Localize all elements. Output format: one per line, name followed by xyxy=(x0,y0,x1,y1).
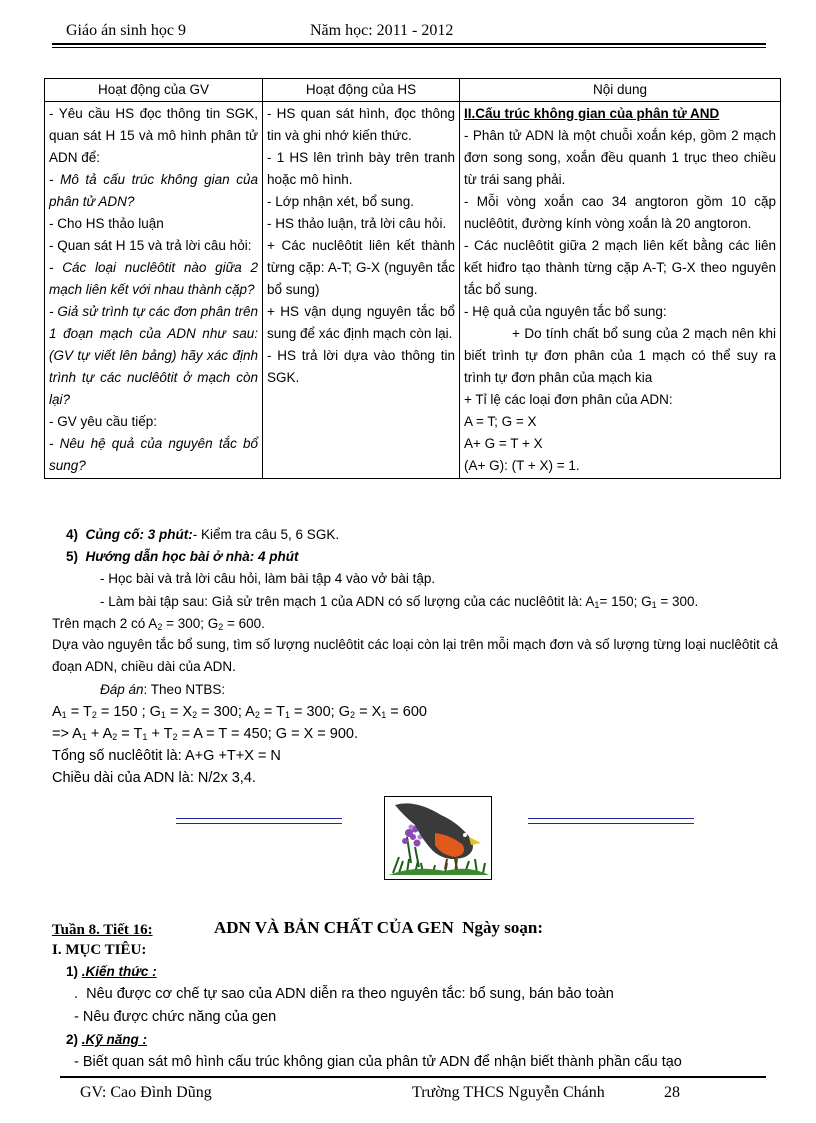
student-activity-item: - Lớp nhận xét, bổ sung. xyxy=(267,194,414,209)
page-footer xyxy=(60,1076,766,1101)
student-activity-cell xyxy=(263,102,460,479)
answer-equation-3: Tổng số nuclêôtit là: A+G +T+X = N xyxy=(52,748,281,764)
content-item: (A+ G): (T + X) = 1. xyxy=(464,458,580,473)
divider-left xyxy=(176,818,342,824)
teacher-activity-item: - Cho HS thảo luận xyxy=(49,216,164,231)
content-item: - Các nuclêôtit giữa 2 mạch liên kết bằng các liên kết hiđro tạo thành từng cặp A-T; G-X theo nguyên tắc bổ sung. xyxy=(464,238,776,297)
col-header-content: Nội dung xyxy=(460,79,781,102)
teacher-activity-item: - GV yêu cầu tiếp: xyxy=(49,414,158,429)
content-item: + Tỉ lệ các loại đơn phân của ADN: xyxy=(464,392,673,407)
answer-equation-2: => $A_1 + A_2 = T_1 + T_2 = A = T = 450$; G = X = 900. xyxy=(52,726,359,742)
teacher-activity-item: - Yêu cầu HS đọc thông tin SGK, quan sát H 15 và mô hình phân tử ADN để: xyxy=(49,106,258,165)
divider-right xyxy=(528,818,694,824)
knowledge-item-1: . Nêu được cơ chế tự sao của ADN diễn ra theo nguyên tắc: bổ sung, bán bảo toàn xyxy=(74,986,614,1002)
student-activity-item: - HS trả lời dựa vào thông tin SGK. xyxy=(267,348,455,385)
lesson-title: ADN VÀ BẢN CHẤT CỦA GEN Ngày soạn: xyxy=(214,918,544,937)
skills-item-1: - Biết quan sát mô hình cấu trúc không gian của phân tử ADN để nhận biết thành phần cấu tạo xyxy=(74,1054,682,1070)
teacher-activity-item: - Giả sử trình tự các đơn phân trên 1 đoạn mạch của ADN như sau: (GV tự viết lên bảng) hãy xác định trình tự các nuclêôtit ở mạch còn lại? xyxy=(49,304,258,407)
footer-rule xyxy=(60,1076,766,1078)
answer-equation-1: $A_1 = T_2 = 150$ ; $G_1 = X_2 = 300$; $A_2 = T_1 = 300$; $G_2 = X_1 = 600$ xyxy=(52,704,427,720)
teacher-activity-cell xyxy=(45,102,263,479)
section-4-text: - Kiểm tra câu 5, 6 SGK. xyxy=(192,527,340,542)
content-item: - Mỗi vòng xoắn cao 34 angtoron gồm 10 cặp nuclêôtit, đường kính vòng xoắn là 20 angtoron. xyxy=(464,194,776,231)
answer-equation-4: Chiều dài của ADN là: N/2x 3,4. xyxy=(52,770,256,786)
footer-page-number: 28 xyxy=(664,1084,680,1101)
content-item: - Phân tử ADN là một chuỗi xoắn kép, gồm 2 mạch đơn song song, xoắn đều quanh 1 trục theo chiều từ trái sang phải. xyxy=(464,128,776,187)
objectives-heading: I. MỤC TIÊU: xyxy=(52,942,147,958)
content-item: A+ G = T + X xyxy=(464,436,543,451)
col-header-gv: Hoạt động của GV xyxy=(45,79,263,102)
list-bullet-icon: . xyxy=(74,986,87,1002)
content-item: - Hệ quả của nguyên tắc bổ sung: xyxy=(464,304,667,319)
teacher-activity-item: - Các loại nuclêôtit nào giữa 2 mạch liên kết với nhau thành cặp? xyxy=(49,260,258,297)
content-section-title: II.Cấu trúc không gian của phân tử AND xyxy=(464,106,720,121)
section-4-consolidation: 4) Củng cố: 3 phút:- Kiểm tra câu 5, 6 SGK. xyxy=(66,527,340,542)
col-header-hs: Hoạt động của HS xyxy=(263,79,460,102)
header-rule-thin xyxy=(52,47,766,48)
skills-heading: 2) .Kỹ năng : xyxy=(66,1032,148,1047)
footer-teacher: GV: Cao Đình Dũng xyxy=(80,1084,212,1101)
content-item: + Do tính chất bổ sung của 2 mạch nên khi biết trình tự đơn phân của 1 mạch có thể suy ra trình tự đơn phân của mạch kia xyxy=(464,326,776,385)
content-cell xyxy=(460,102,781,479)
knowledge-heading: 1) .Kiến thức : xyxy=(66,964,157,979)
student-activity-item: - HS thảo luận, trả lời câu hỏi. xyxy=(267,216,447,231)
bird-clipart xyxy=(384,796,492,880)
student-activity-item: + HS vận dụng nguyên tắc bổ sung để xác định mạch còn lại. xyxy=(267,304,455,341)
student-activity-item: - HS quan sát hình, đọc thông tin và ghi nhớ kiến thức. xyxy=(267,106,455,143)
lesson-week: Tuần 8. Tiết 16: xyxy=(52,922,153,938)
header-school-year: Năm học: 2011 - 2012 xyxy=(310,22,454,39)
footer-school: Trường THCS Nguyễn Chánh xyxy=(412,1084,605,1101)
teacher-activity-item: - Nêu hệ quả của nguyên tắc bổ sung? xyxy=(49,436,258,473)
page-header xyxy=(52,18,766,44)
teacher-activity-item: - Mô tả cấu trúc không gian của phân tử ADN? xyxy=(49,172,258,209)
content-item: A = T; G = X xyxy=(464,414,537,429)
student-activity-item: - 1 HS lên trình bày trên tranh hoặc mô hình. xyxy=(267,150,455,187)
student-activity-item: + Các nuclêôtit liên kết thành từng cặp: A-T; G-X (nguyên tắc bổ sung) xyxy=(267,238,455,297)
lesson-activity-table xyxy=(44,78,781,479)
header-rule xyxy=(52,43,766,45)
table-row xyxy=(45,102,781,479)
lesson-date: Ngày soạn: xyxy=(462,918,544,937)
header-subject: Giáo án sinh học 9 xyxy=(66,22,186,39)
teacher-activity-item: - Quan sát H 15 và trả lời câu hỏi: xyxy=(49,238,252,253)
knowledge-item-2: - Nêu được chức năng của gen xyxy=(74,1009,277,1025)
section-5-label: Hướng dẫn học bài ở nhà: 4 phút xyxy=(85,549,299,564)
table-header-row xyxy=(45,79,781,102)
homework-line-2: - Làm bài tập sau: Giả sử trên mạch 1 của ADN có số lượng của các nuclêôtit là: $A_1= 150$; $G_1 = 300$. xyxy=(100,594,699,610)
section-4-label: Củng cố: 3 phút: xyxy=(85,527,193,542)
homework-line-1: - Học bài và trả lời câu hỏi, làm bài tập 4 vào vở bài tập. xyxy=(100,571,436,586)
section-5-homework: 5) Hướng dẫn học bài ở nhà: 4 phút xyxy=(66,549,299,564)
homework-question: Dựa vào nguyên tắc bổ sung, tìm số lượng nuclêôtit các loại còn lại trên mỗi mạch đơn và số lượng từng loại nuclêôtit cả đoạn ADN, chiều dài của ADN. xyxy=(52,637,778,674)
bird-icon xyxy=(385,797,491,879)
content-list xyxy=(464,125,776,477)
answer-label: Đáp án: Theo NTBS: xyxy=(100,682,226,697)
homework-line-3: Trên mạch 2 có $A_2 = 300$; $G_2 = 600$. xyxy=(52,616,265,632)
